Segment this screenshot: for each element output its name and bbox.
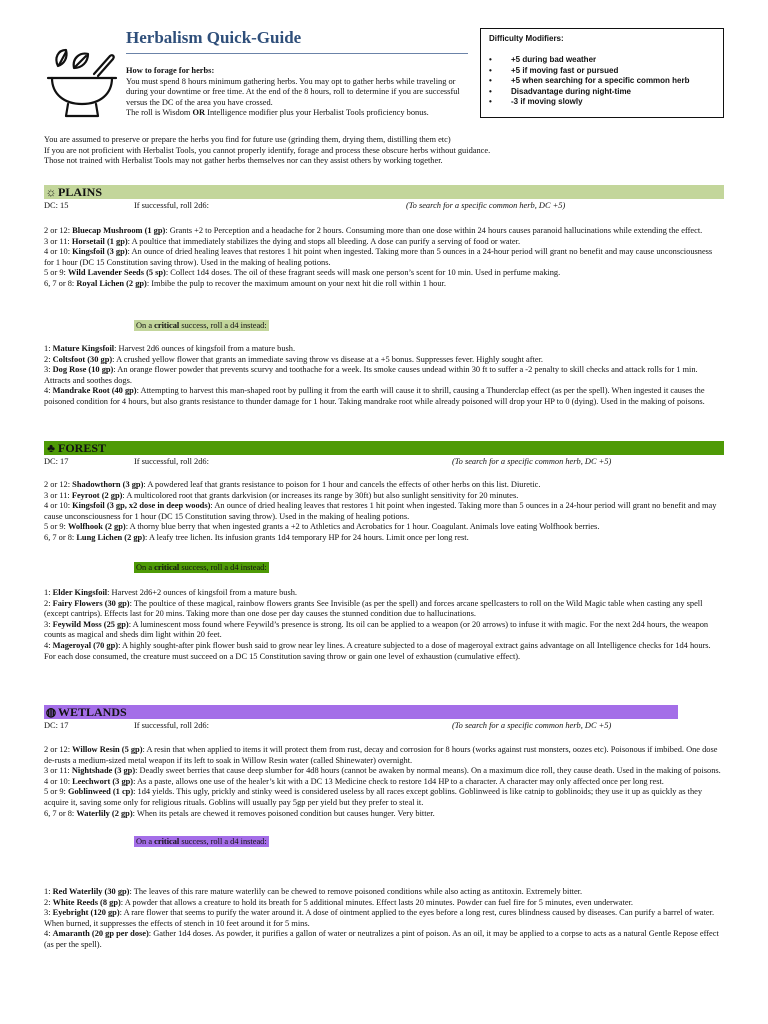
critical-banner: On a critical success, roll a d4 instead:	[136, 837, 267, 846]
howto-text: You must spend 8 hours minimum gathering herbs. You may opt to gather herbs while traveling or during your downtime or free time. At the end of the 8 hours, roll to determine if you are successful versus the DC of the area you have crossed.	[126, 76, 460, 107]
dc-row	[44, 457, 724, 468]
herb-entry: 6, 7 or 8: Royal Lichen (2 gp): Imbibe the pulp to recover the maximum amount on your next hit die roll within 1 hour.	[44, 278, 446, 288]
intro-notes: You are assumed to preserve or prepare the herbs you find for future use (grinding them, drying them, distilling them etc) If you are not proficient with Herbalist Tools, you cannot properly identify, forage and process these obscure herbs without guidance. Those not trained with Herbalist Tools may not gather herbs themselves nor can they assist others by working together.	[44, 135, 491, 166]
plains-icon: ☼	[45, 185, 57, 199]
critical-herb-entry: 1: Elder Kingsfoil: Harvest 2d6+2 ounces of kingsfoil from a mature bush.	[44, 588, 298, 597]
critical-herb-entry: 2: White Reeds (8 gp): A powder that allows a creature to hold its breath for 5 additional minutes. Effect lasts 20 minutes. Powder can fuel fire for 5 minutes, even underwater.	[44, 897, 633, 907]
critical-herb-entry: 2: Coltsfoot (30 gp): A crushed yellow flower that grants an immediate saving throw vs disease at a +5 bonus. Suppresses fever. Highly sought after.	[44, 354, 543, 364]
critical-herb-list	[44, 344, 724, 408]
herb-entry: 4 or 10: Kingsfoil (3 gp): An ounce of dried healing leaves that restores 1 hit point when ingested. Taking more than 5 ounces in a 24-hour period will grant no benefit and may cause unconsciousness for 1 hour (DC 15 Constitution saving throw). Used in the making of healing potions.	[44, 247, 713, 267]
howto-heading: How to forage for herbs:	[126, 66, 215, 75]
specific-herb-note: (To search for a specific common herb, DC +5)	[452, 721, 612, 730]
roll-instruction: If successful, roll 2d6:	[134, 201, 209, 210]
critical-herb-entry: 3: Dog Rose (10 gp): An orange flower powder that prevents scurvy and toothache for a week. Its smoke causes undead within 30 ft to suffer a -2 penalty to skill checks and attack rolls for 1 min. Attracts and soothes dogs.	[44, 365, 698, 385]
critical-herb-entry: 3: Eyebright (120 gp): A rare flower that seems to purify the water around it. A dose of ointment applied to the eyes before a long rest, cures blindness caused by diseases. Can purify a barrel of water. When burned, it suppresses the effects of stench in 10 feet around it for 5 mins.	[44, 908, 715, 928]
page-title: Herbalism Quick-Guide	[126, 28, 302, 47]
modifier-item: • -3 if moving slowly	[489, 97, 583, 107]
specific-herb-note: (To search for a specific common herb, DC +5)	[406, 201, 566, 210]
roll-instruction: If successful, roll 2d6:	[134, 721, 209, 730]
modifier-item: • +5 during bad weather	[489, 55, 597, 64]
herb-list	[44, 480, 724, 544]
critical-banner: On a critical success, roll a d4 instead:	[136, 321, 267, 330]
specific-herb-note: (To search for a specific common herb, DC +5)	[452, 457, 612, 466]
how-to-forage	[126, 66, 466, 119]
modifier-item: • Disadvantage during night-time	[489, 86, 632, 96]
title-divider	[126, 53, 468, 54]
herb-entry: 6, 7 or 8: Waterlily (2 gp): When its petals are chewed it removes poisoned condition but causes hunger. Very bitter.	[44, 808, 435, 818]
mortar-pestle-icon	[44, 44, 120, 124]
herb-entry: 3 or 11: Feyroot (2 gp): A multicolored root that grants darkvision (or increases its range by 30ft) but also sunlight sensitivity for 20 minutes.	[44, 490, 519, 500]
section-header-forest	[44, 441, 724, 455]
herb-entry: 4 or 10: Kingsfoil (3 gp, x2 dose in deep woods): An ounce of dried healing leaves that restores 1 hit point when ingested. Taking more than 5 ounces in a 24-hour period will grant no benefit and may cause unconsciousness for 1 hour (DC 15 Constitution saving throw). Used in the making of healing potions.	[44, 501, 717, 521]
herb-entry: 3 or 11: Horsetail (1 gp): A poultice that immediately stabilizes the dying and stops all bleeding. A dose can purify a serving of food or water.	[44, 236, 521, 246]
critical-herb-entry: 1: Mature Kingsfoil: Harvest 2d6 ounces of kingsfoil from a mature bush.	[44, 344, 296, 353]
herb-entry: 2 or 12: Bluecap Mushroom (1 gp): Grants +2 to Perception and a headache for 2 hours. Consuming more than one dose within 24 hours causes paranoid hallucinations while extending the effect.	[44, 226, 703, 235]
critical-herb-entry: 4: Mandrake Root (40 gp): Attempting to harvest this man-shaped root by pulling it from the earth will cause it to shrill, causing a Thunderclap effect (as per the spell). When ingested it causes the poisoned condition for 4 hours, but also grants resistance to thunder damage for 1 hour. Taking mandrake root while already poisoned will drop your HP to 0 (dying). Used in the making of poisons.	[44, 386, 705, 406]
herb-entry: 3 or 11: Nightshade (3 gp): Deadly sweet berries that cause deep slumber for 4d8 hours (cannot be awaken by normal means). On a maximum dice roll, they cause death. Used in the making of poisons.	[44, 766, 721, 776]
forest-icon: ♣	[47, 441, 55, 455]
section-header-wetlands	[44, 705, 678, 719]
section-header-plains	[44, 185, 724, 199]
critical-herb-entry: 4: Amaranth (20 gp per dose): Gather 1d4 doses. As powder, it purifies a gallon of water or neutralizes a pint of poison. As an oil, it may be applied to a corpse to acts as a natural Gentle Repose effect (as per the spell).	[44, 929, 719, 949]
modifiers-heading: Difficulty Modifiers:	[489, 34, 564, 43]
dc-row	[44, 201, 724, 212]
modifiers-list	[481, 55, 690, 108]
section-title: FOREST	[58, 441, 107, 455]
modifier-item: • +5 if moving fast or pursued	[489, 65, 619, 75]
difficulty-modifiers-box	[480, 28, 724, 118]
section-title: PLAINS	[58, 185, 103, 199]
critical-herb-entry: 4: Mageroyal (70 gp): A highly sought-after pink flower bush said to grow near ley lines. A creature subjected to a dose of mageroyal extract gains advantage on all Intelligence checks for 1d4 hours. For each dose consumed, the creature must succeed on a DC 15 Constitution saving throw or gain one level of exhaustion (cumulative effect).	[44, 640, 711, 661]
roll-instruction: If successful, roll 2d6:	[134, 457, 209, 466]
herb-entry: 2 or 12: Willow Resin (5 gp): A resin that when applied to items it will protect them from rust, decay and corrosion for 8 hours (works against rust monsters, oozes etc). Poisonous if imbibed. One dose de-rusts a medium-sized metal weapon if its left to soak in Willow Resin water (called Shinewater) overnight.	[44, 745, 718, 765]
critical-herb-list	[44, 588, 724, 662]
critical-banner: On a critical success, roll a d4 instead:	[136, 563, 267, 572]
dc-value: DC: 17	[44, 457, 69, 466]
critical-herb-entry: 2: Fairy Flowers (30 gp): The poultice of these magical, rainbow flowers grants See Invisible (as per the spell) and forces arcane spellcasters to roll on the Wild Magic table when casting any spell (except cantrips). Effects last for 20 mins. Taking more than one dose per day causes the stunned condition due to hallucinations.	[44, 598, 703, 619]
herb-list	[44, 745, 724, 819]
herb-entry: 5 or 9: Wolfhook (2 gp): A thorny blue berry that when ingested grants a +2 to Athletics and Acrobatics for 1 hour. Coagulant. Animals love eating Wolfhook berries.	[44, 522, 600, 532]
herb-list	[44, 226, 724, 290]
herb-entry: 6, 7 or 8: Lung Lichen (2 gp): A leafy tree lichen. Its infusion grants 1d4 temporary HP for 24 hours. Limit once per long rest.	[44, 532, 469, 542]
dc-value: DC: 17	[44, 721, 69, 730]
modifier-item: • +5 when searching for a specific common herb	[489, 76, 690, 86]
critical-herb-entry: 1: Red Waterlily (30 gp): The leaves of this rare mature waterlily can be chewed to remove poisoned conditions while also acting as antitoxin. Extremely bitter.	[44, 887, 583, 896]
wetlands-icon: ◍	[45, 705, 57, 719]
howto-roll-text: The roll is Wisdom OR Intelligence modifier plus your Herbalist Tools proficiency bonus.	[126, 108, 429, 118]
herb-entry: 4 or 10: Leechwort (3 gp): As a paste, allows one use of the healer’s kit with a DC 13 Medicine check to restore 1d4 HP to a character. A character may only affected once per long rest.	[44, 776, 664, 786]
critical-herb-entry: 3: Feywild Moss (25 gp): A luminescent moss found where Feywild’s presence is strong. Its oil can be applied to a weapon (or 20 arrows) to infuse it with magic. For the next 2d4 hours, the weapon counts as magical and sheds dim light within 20 feet.	[44, 619, 709, 640]
dc-row	[44, 721, 724, 732]
section-title: WETLANDS	[58, 705, 127, 719]
herb-entry: 2 or 12: Shadowthorn (3 gp): A powdered leaf that grants resistance to poison for 1 hour and cancels the effects of other herbs on this list. Diuretic.	[44, 480, 541, 489]
critical-herb-list	[44, 887, 724, 951]
dc-value: DC: 15	[44, 201, 69, 210]
herb-entry: 5 or 9: Goblinweed (1 cp): 1d4 yields. This ugly, prickly and stinky weed is considered useless by all races except goblins. Goblinweed is like catnip to goblinoids; they use it up as quickly as they acquire it, saving some only for religious rituals. Goblins will usually pay 5gp per yield but they prefer to steal it.	[44, 787, 703, 807]
herb-entry: 5 or 9: Wild Lavender Seeds (5 sp): Collect 1d4 doses. The oil of these fragrant seeds will mask one person’s scent for 10 min. Used in perfume making.	[44, 268, 561, 278]
